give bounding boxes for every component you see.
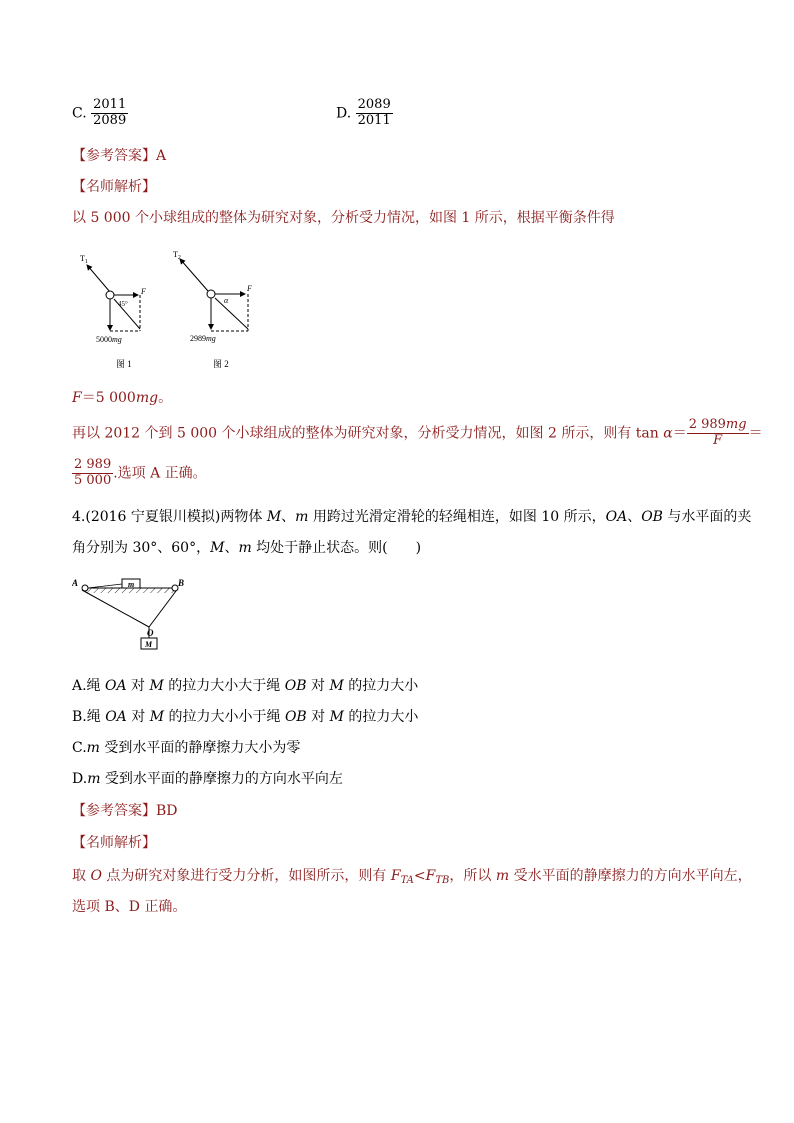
- equals-2: ＝: [748, 425, 763, 442]
- q3-answer: 【参考答案】A: [72, 148, 167, 164]
- q4-explanation-line-1: 取 O 点为研究对象进行受力分析，如图所示，则有 $F_{TA}<F_{TB}$，所以 m 受水平面的静摩擦力的方向水平向左，: [72, 868, 752, 886]
- tan-fraction-denominator: F: [713, 432, 723, 448]
- option-c-label: C.: [72, 105, 87, 122]
- q4-answer: 【参考答案】BD: [72, 803, 178, 819]
- tan-fraction-numerator: 2 989mg: [688, 417, 747, 432]
- q4-option-c: C.m 受到水平面的静摩擦力大小为零: [72, 740, 301, 756]
- figure-2-weight-label: 2989mg: [190, 334, 216, 343]
- figure-2-angle-label: α: [224, 296, 229, 305]
- alpha-symbol: α: [663, 425, 673, 442]
- equation-f-value: ＝5 000: [81, 390, 136, 406]
- q4-stem-line-1: 4.(2016 宁夏银川模拟)两物体 M、m 用跨过光滑定滑轮的轻绳相连，如图 10 所示，OA、OB 与水平面的夹: [72, 509, 752, 525]
- q4-stem-line-2: 角分别为 30°、60°，M、m 均处于静止状态。则( ): [72, 540, 422, 556]
- option-d: [336, 98, 393, 129]
- q4-explanation-line-2: 选项 B、D 正确。: [72, 899, 187, 915]
- figure-2-tension-label: $T_2$: [173, 250, 181, 261]
- equals-1: ＝: [672, 425, 687, 442]
- block-m-label: m: [128, 580, 135, 589]
- option-c-numerator: 2011: [93, 97, 127, 112]
- q3-paragraph-2-text: 再以 2012 个到 5 000 个小球组成的整体为研究对象，分析受力情况，如图 2 所示，则有 tan: [72, 425, 659, 442]
- figure-2-force-label: F: [247, 284, 252, 293]
- option-d-fraction: [356, 98, 393, 129]
- option-c-denominator: 2089: [93, 112, 127, 128]
- q4-analysis-title: 【名师解析】: [72, 835, 156, 851]
- q4-option-a: A.绳 OA 对 M 的拉力大小大于绳 OB 对 M 的拉力大小: [72, 678, 419, 694]
- option-c: [72, 98, 128, 129]
- pulley-label-a: A: [72, 578, 79, 588]
- q3-result: [72, 458, 207, 489]
- figure-1-angle-label: 45°: [118, 300, 128, 308]
- figure-2-caption: 图 2: [213, 359, 229, 369]
- equation-f: [72, 387, 172, 407]
- q3-paragraph-1: 以 5 000 个小球组成的整体为研究对象，分析受力情况，如图 1 所示，根据平衡条件得: [72, 210, 615, 226]
- q3-result-text: .选项 A 正确。: [113, 465, 207, 482]
- figure-2-diagram: [173, 250, 252, 369]
- result-fraction-numerator: 2 989: [74, 457, 112, 472]
- figure-1-weight-label: 5000mg: [96, 335, 122, 344]
- q4-option-b: B.绳 OA 对 M 的拉力大小小于绳 OB 对 M 的拉力大小: [72, 709, 419, 725]
- option-d-numerator: 2089: [357, 97, 391, 112]
- result-fraction-denominator: 5 000: [74, 472, 112, 488]
- q4-option-d: D.m 受到水平面的静摩擦力的方向水平向左: [72, 771, 343, 787]
- knot-o-label: O: [147, 628, 154, 638]
- equation-f-period: 。: [158, 390, 173, 406]
- block-big-m-label: M: [145, 640, 153, 649]
- q3-paragraph-2: [72, 418, 763, 449]
- figure-1-caption: 图 1: [116, 359, 132, 369]
- option-d-denominator: 2011: [357, 112, 391, 128]
- option-d-label: D.: [336, 105, 352, 122]
- figure-1-diagram: [80, 254, 146, 369]
- figure-1-force-label: F: [141, 287, 146, 296]
- equation-f-symbol: F: [72, 390, 82, 406]
- equation-f-mg: mg: [135, 390, 159, 406]
- figure-1-tension-label: $T_1$: [80, 254, 88, 265]
- force-diagrams-figure: [72, 245, 272, 375]
- result-fraction: [72, 458, 113, 489]
- pulley-label-b: B: [178, 578, 185, 588]
- tan-fraction: [687, 418, 749, 449]
- pulley-figure: [72, 572, 202, 658]
- option-c-fraction: [91, 98, 128, 129]
- q3-analysis-title: 【名师解析】: [72, 179, 156, 195]
